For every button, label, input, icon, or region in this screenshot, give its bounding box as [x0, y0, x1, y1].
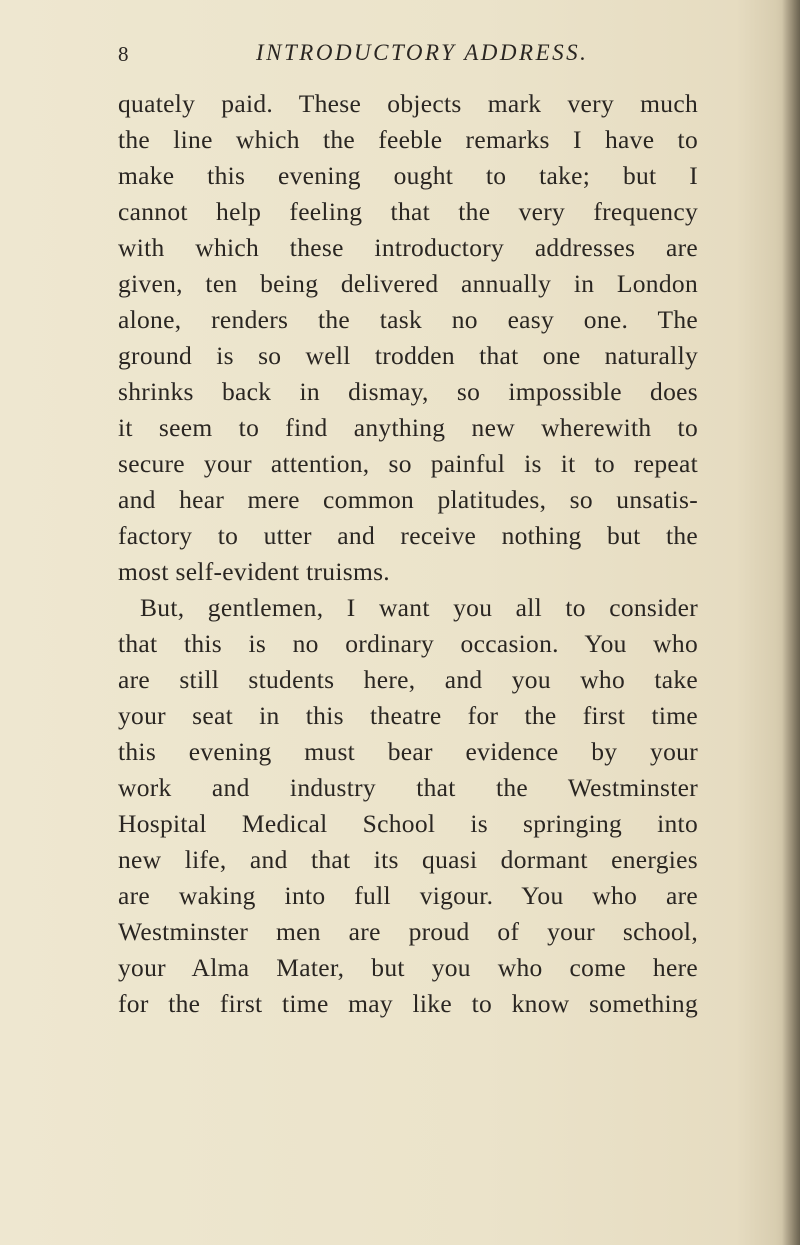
text-line: are waking into full vigour. You who are	[118, 881, 698, 910]
text-line: your Alma Mater, but you who come here	[118, 953, 698, 982]
text-line: that this is no ordinary occasion. You who	[118, 629, 698, 658]
text-line: and hear mere common platitudes, so unsatis-	[118, 485, 698, 514]
running-head: INTRODUCTORY ADDRESS.	[256, 40, 589, 65]
text-line: this evening must bear evidence by your	[118, 737, 698, 766]
text-line: Westminster men are proud of your school,	[118, 917, 698, 946]
text-line: it seem to find anything new wherewith to	[118, 413, 698, 442]
text-line: work and industry that the Westminster	[118, 773, 698, 802]
text-line: for the first time may like to know something	[118, 989, 698, 1018]
text-line: the line which the feeble remarks I have to	[118, 125, 698, 154]
text-line: cannot help feeling that the very frequency	[118, 197, 698, 226]
text-line: most self-evident truisms.	[118, 557, 390, 586]
text-line: shrinks back in dismay, so impossible does	[118, 377, 698, 406]
text-line: ground is so well trodden that one naturally	[118, 341, 698, 370]
text-line: Hospital Medical School is springing into	[118, 809, 698, 838]
text-line: secure your attention, so painful is it to repeat	[118, 449, 698, 478]
text-line: make this evening ought to take; but I	[118, 161, 698, 190]
page-edge-shadow	[782, 0, 800, 1245]
text-line: are still students here, and you who take	[118, 665, 698, 694]
text-line: your seat in this theatre for the first time	[118, 701, 698, 730]
text-line: alone, renders the task no easy one. The	[118, 305, 698, 334]
page-header	[118, 34, 678, 74]
text-line: with which these introductory addresses are	[118, 233, 698, 262]
text-line: factory to utter and receive nothing but the	[118, 521, 698, 550]
body-text	[118, 86, 698, 1022]
text-line: quately paid. These objects mark very much	[118, 89, 698, 118]
text-line: given, ten being delivered annually in London	[118, 269, 698, 298]
text-line: new life, and that its quasi dormant energies	[118, 845, 698, 874]
page-number: 8	[118, 42, 130, 66]
text-line: But, gentlemen, I want you all to consider	[140, 593, 698, 622]
